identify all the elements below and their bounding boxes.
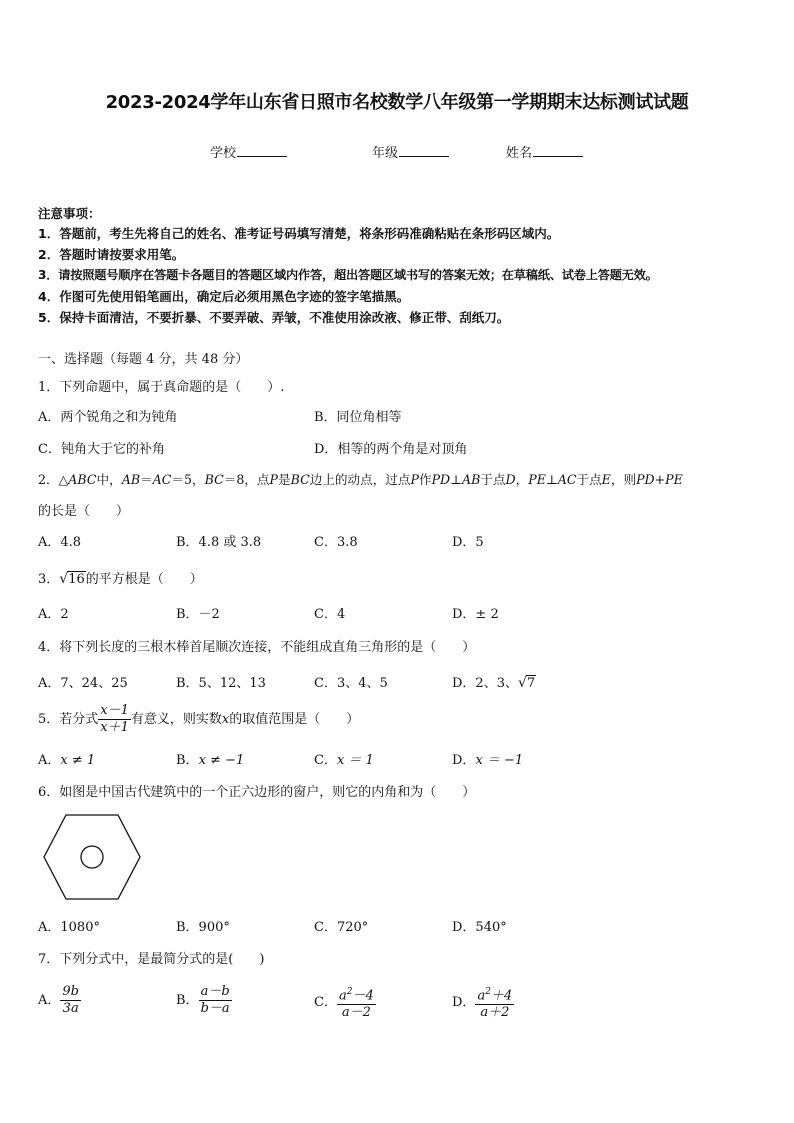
q2-var: AB <box>461 472 481 487</box>
question-1-stem: 1．下列命题中，属于真命题的是（ ）. <box>38 380 285 395</box>
q2-text: ⊥ <box>545 472 558 487</box>
name-field <box>506 142 583 161</box>
sqrt-sign: √ <box>59 571 69 587</box>
q2-var: ABC <box>68 472 97 487</box>
q4-option-c: C．3、4、5 <box>314 676 388 691</box>
q1-option-c: C．钝角大于它的补角 <box>38 442 165 457</box>
q5-text: 5．若分式 <box>38 712 99 727</box>
option-expr: x ≠ 1 <box>60 753 96 768</box>
num-exponent: 2 <box>346 987 353 997</box>
q5-option-c <box>314 749 374 768</box>
q3-text: 3． <box>38 572 60 587</box>
q2-text: 作 <box>418 472 432 487</box>
q4-option-a: A．7、24、25 <box>38 676 128 691</box>
name-label: 姓名 <box>506 146 533 161</box>
q7-option-c <box>314 984 376 1021</box>
fraction-numerator <box>337 984 376 1005</box>
grade-field <box>372 142 449 161</box>
q4-option-d-text: D．2、3、 <box>452 676 518 691</box>
question-5-stem <box>38 703 359 736</box>
q3-option-d: D．± 2 <box>452 607 499 622</box>
question-4-stem: 4．将下列长度的三根木棒首尾顺次连接，不能组成直角三角形的是（ ） <box>38 640 476 655</box>
q1-option-a: A．两个锐角之和为钝角 <box>38 410 178 425</box>
q4-radicand: 7 <box>526 676 536 691</box>
question-6-stem: 6．如图是中国古代建筑中的一个正六边形的窗户，则它的内角和为（ ） <box>38 785 476 800</box>
num-exponent: 2 <box>485 987 491 997</box>
q2-text: 中， <box>96 472 122 487</box>
q2-text: ＝5， <box>171 472 205 487</box>
q5-option-a <box>38 749 95 768</box>
grade-label: 年级 <box>372 146 399 161</box>
q2-var: AC <box>557 472 577 487</box>
q2-text: ，则 <box>610 472 637 487</box>
q5-fraction <box>98 703 131 736</box>
num-base: a <box>477 988 486 1004</box>
question-2-stem-line2: 的长是（ ） <box>38 504 130 519</box>
q2-var: P <box>410 472 419 487</box>
q3-radicand: 16 <box>68 572 85 587</box>
option-expr: x ≠ −1 <box>198 753 245 768</box>
q5-option-b <box>176 749 244 768</box>
option-expr: x ＝ 1 <box>336 753 374 768</box>
q2-var: AB <box>121 472 141 487</box>
question-3-stem <box>38 568 203 587</box>
q1-option-b: B．同位角相等 <box>314 410 402 425</box>
num-rest: ＋4 <box>490 988 513 1004</box>
num-rest: －4 <box>352 988 374 1004</box>
option-letter: D． <box>452 753 476 768</box>
fraction-numerator: 9b <box>62 984 79 999</box>
q7-a-fraction <box>60 984 81 1017</box>
q4-option-d <box>452 672 536 691</box>
fraction-denominator: b－a <box>200 1001 230 1016</box>
option-letter: D． <box>452 995 476 1011</box>
school-label: 学校 <box>210 146 237 161</box>
note-item: 5．保持卡面清洁，不要折暴、不要弄破、弄皱，不准使用涂改液、修正带、刮纸刀。 <box>38 310 510 325</box>
fraction-denominator: a－2 <box>341 1005 371 1021</box>
num-base: a <box>338 988 347 1004</box>
option-letter: C． <box>314 753 337 768</box>
q4-option-b: B．5、12、13 <box>176 676 266 691</box>
q2-text: 2．△ <box>38 472 69 487</box>
q2-var: BC <box>204 472 224 487</box>
q7-option-a <box>38 984 81 1017</box>
q2-var: PD+PE <box>636 472 683 487</box>
q2-option-a: A．4.8 <box>38 535 82 550</box>
q7-d-fraction <box>475 984 514 1021</box>
q3-option-c: C．4 <box>314 607 346 622</box>
option-expr: x ＝ −1 <box>475 753 524 768</box>
option-letter: A． <box>38 993 61 1008</box>
hexagon-outline <box>44 815 140 899</box>
q2-option-c: C．3.8 <box>314 535 358 550</box>
school-blank <box>237 144 287 157</box>
note-item: 3．请按照题号顺序在答题卡各题目的答题区域内作答，超出答题区域书写的答案无效；在草稿纸、试卷上答题无效。 <box>38 268 658 282</box>
q2-var: BC <box>290 472 310 487</box>
q1-option-d: D．相等的两个角是对顶角 <box>314 442 468 457</box>
option-letter: C． <box>314 995 337 1011</box>
hexagon-window-figure <box>40 812 144 902</box>
q5-option-d <box>452 749 523 768</box>
q2-var: E <box>601 472 611 487</box>
q5-text: 的取值范围是（ ） <box>229 712 360 727</box>
q2-option-d: D．5 <box>452 535 484 550</box>
q5-var: x <box>221 712 230 727</box>
option-letter: B． <box>176 753 199 768</box>
q2-text: ， <box>515 472 529 487</box>
notes-heading: 注意事项： <box>38 206 101 221</box>
q2-text: ＝ <box>140 472 153 487</box>
q2-var: P <box>269 472 279 487</box>
hexagon-inner-circle <box>81 846 103 868</box>
school-field <box>210 142 287 161</box>
q7-c-fraction <box>337 984 376 1021</box>
section-heading: 一、选择题（每题 4 分，共 48 分） <box>38 352 249 367</box>
q3-option-a: A．2 <box>38 607 69 622</box>
q3-text: 的平方根是（ ） <box>85 572 203 587</box>
q2-text: ＝8，点 <box>223 472 270 487</box>
page-title: 2023-2024学年山东省日照市名校数学八年级第一学期期末达标测试试题 <box>105 92 689 113</box>
q2-var: D <box>505 472 516 487</box>
q6-option-c: C．720° <box>314 920 369 935</box>
q6-option-d: D．540° <box>452 920 507 935</box>
q2-text: 是 <box>278 472 291 487</box>
grade-blank <box>399 144 449 157</box>
fraction-numerator <box>475 984 514 1005</box>
fraction-numerator: a－b <box>200 984 230 999</box>
fraction-denominator: 3a <box>62 1001 79 1016</box>
q7-option-b <box>176 984 232 1017</box>
q2-text: 于点 <box>576 472 602 487</box>
option-letter: A． <box>38 753 61 768</box>
q2-option-b: B．4.8 或 3.8 <box>176 535 262 550</box>
option-letter: B． <box>176 993 199 1008</box>
sqrt-sign: √ <box>517 675 527 691</box>
note-item: 2．答题时请按要求用笔。 <box>38 247 185 262</box>
q2-text: 于点 <box>480 472 506 487</box>
q2-var: PD <box>431 472 451 487</box>
fraction-denominator: a＋2 <box>480 1005 510 1021</box>
name-blank <box>533 144 583 157</box>
q7-option-d <box>452 984 514 1021</box>
q6-option-b: B．900° <box>176 920 230 935</box>
question-2-stem <box>38 469 683 488</box>
q2-text: ⊥ <box>450 472 462 487</box>
fraction-denominator: x＋1 <box>100 720 129 735</box>
question-7-stem: 7．下列分式中，是最简分式的是( ) <box>38 952 265 967</box>
fraction-numerator: x－1 <box>100 703 129 718</box>
q6-option-a: A．1080° <box>38 920 100 935</box>
q2-text: 边上的动点，过点 <box>309 472 411 487</box>
q2-var: AC <box>152 472 172 487</box>
q3-option-b: B．－2 <box>176 607 220 622</box>
q2-var: PE <box>528 472 546 487</box>
note-item: 1．答题前，考生先将自己的姓名、准考证号码填写清楚，将条形码准确粘贴在条形码区域内。 <box>38 226 560 241</box>
q5-text: 有意义，则实数 <box>130 712 222 727</box>
note-item: 4．作图可先使用铅笔画出，确定后必须用黑色字迹的签字笔描黑。 <box>38 289 410 304</box>
q7-b-fraction <box>199 984 232 1017</box>
